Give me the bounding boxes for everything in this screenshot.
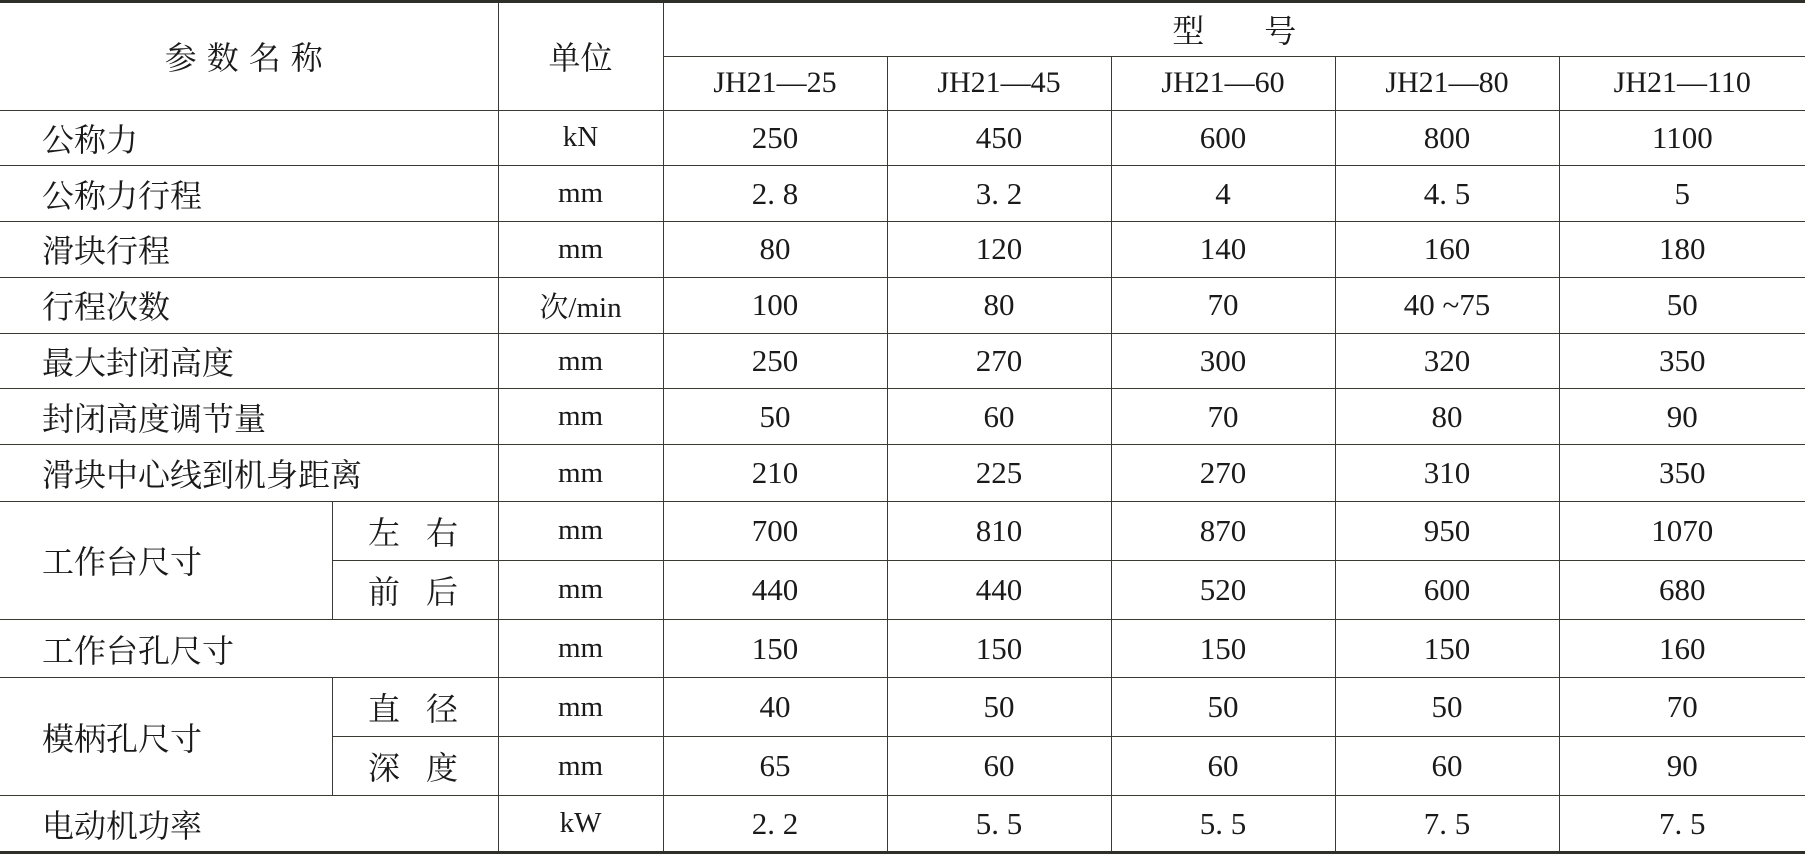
model-header: JH21—80 [1335, 56, 1559, 110]
value-cell: 7. 5 [1335, 796, 1559, 853]
param-name: 最大封闭高度 [0, 333, 498, 389]
value-cell: 600 [1335, 560, 1559, 619]
param-name: 封闭高度调节量 [0, 389, 498, 445]
sub-param-name: 前后 [332, 560, 498, 619]
value-cell: 270 [887, 333, 1111, 389]
value-cell: 5. 5 [887, 796, 1111, 853]
value-cell: 225 [887, 445, 1111, 502]
param-name: 工作台尺寸 [0, 502, 332, 620]
value-cell: 140 [1111, 222, 1335, 278]
sub-param-name: 直径 [332, 678, 498, 737]
unit-cell: 次/min [498, 277, 663, 333]
type-header: 型号 [663, 2, 1805, 57]
value-cell: 1070 [1559, 502, 1805, 561]
value-cell: 60 [1335, 737, 1559, 796]
param-name: 电动机功率 [0, 796, 498, 853]
value-cell: 100 [663, 277, 887, 333]
value-cell: 80 [887, 277, 1111, 333]
value-cell: 90 [1559, 389, 1805, 445]
value-cell: 270 [1111, 445, 1335, 502]
value-cell: 160 [1559, 619, 1805, 678]
value-cell: 50 [1111, 678, 1335, 737]
value-cell: 450 [887, 110, 1111, 166]
value-cell: 800 [1335, 110, 1559, 166]
value-cell: 310 [1335, 445, 1559, 502]
unit-cell: mm [498, 502, 663, 561]
table-row [0, 222, 1805, 278]
unit-cell: mm [498, 560, 663, 619]
unit-cell: mm [498, 737, 663, 796]
table-row [0, 333, 1805, 389]
value-cell: 440 [663, 560, 887, 619]
table-row [0, 277, 1805, 333]
value-cell: 150 [887, 619, 1111, 678]
value-cell: 700 [663, 502, 887, 561]
value-cell: 160 [1335, 222, 1559, 278]
unit-cell: kN [498, 110, 663, 166]
value-cell: 150 [663, 619, 887, 678]
param-name: 工作台孔尺寸 [0, 619, 498, 678]
model-header: JH21—25 [663, 56, 887, 110]
value-cell: 4. 5 [1335, 166, 1559, 222]
value-cell: 320 [1335, 333, 1559, 389]
value-cell: 90 [1559, 737, 1805, 796]
value-cell: 810 [887, 502, 1111, 561]
unit-cell: kW [498, 796, 663, 853]
value-cell: 40 ~75 [1335, 277, 1559, 333]
value-cell: 60 [1111, 737, 1335, 796]
param-name: 公称力行程 [0, 166, 498, 222]
value-cell: 350 [1559, 445, 1805, 502]
value-cell: 70 [1111, 277, 1335, 333]
sub-param-name: 左右 [332, 502, 498, 561]
value-cell: 520 [1111, 560, 1335, 619]
param-name: 公称力 [0, 110, 498, 166]
value-cell: 210 [663, 445, 887, 502]
value-cell: 350 [1559, 333, 1805, 389]
param-name-header: 参数名称 [0, 2, 498, 111]
value-cell: 80 [663, 222, 887, 278]
value-cell: 40 [663, 678, 887, 737]
value-cell: 65 [663, 737, 887, 796]
value-cell: 50 [1335, 678, 1559, 737]
model-header: JH21—45 [887, 56, 1111, 110]
param-name: 行程次数 [0, 277, 498, 333]
value-cell: 50 [1559, 277, 1805, 333]
value-cell: 5. 5 [1111, 796, 1335, 853]
value-cell: 50 [887, 678, 1111, 737]
header-row-1 [0, 2, 1805, 57]
table-row [0, 796, 1805, 853]
unit-cell: mm [498, 222, 663, 278]
value-cell: 120 [887, 222, 1111, 278]
model-header: JH21—110 [1559, 56, 1805, 110]
unit-header: 单位 [498, 2, 663, 111]
value-cell: 7. 5 [1559, 796, 1805, 853]
param-name: 滑块中心线到机身距离 [0, 445, 498, 502]
value-cell: 5 [1559, 166, 1805, 222]
value-cell: 3. 2 [887, 166, 1111, 222]
value-cell: 50 [663, 389, 887, 445]
value-cell: 80 [1335, 389, 1559, 445]
table-row [0, 166, 1805, 222]
value-cell: 180 [1559, 222, 1805, 278]
table-row [0, 389, 1805, 445]
value-cell: 680 [1559, 560, 1805, 619]
unit-cell: mm [498, 166, 663, 222]
table-row [0, 445, 1805, 502]
value-cell: 250 [663, 110, 887, 166]
value-cell: 150 [1335, 619, 1559, 678]
value-cell: 1100 [1559, 110, 1805, 166]
value-cell: 2. 8 [663, 166, 887, 222]
value-cell: 600 [1111, 110, 1335, 166]
unit-cell: mm [498, 678, 663, 737]
value-cell: 870 [1111, 502, 1335, 561]
table-row [0, 502, 1805, 561]
param-name: 模柄孔尺寸 [0, 678, 332, 796]
value-cell: 70 [1111, 389, 1335, 445]
value-cell: 150 [1111, 619, 1335, 678]
table-row [0, 678, 1805, 737]
sub-param-name: 深度 [332, 737, 498, 796]
model-header: JH21—60 [1111, 56, 1335, 110]
value-cell: 300 [1111, 333, 1335, 389]
value-cell: 440 [887, 560, 1111, 619]
unit-cell: mm [498, 445, 663, 502]
value-cell: 60 [887, 737, 1111, 796]
param-name: 滑块行程 [0, 222, 498, 278]
table-row [0, 110, 1805, 166]
value-cell: 4 [1111, 166, 1335, 222]
value-cell: 2. 2 [663, 796, 887, 853]
unit-cell: mm [498, 619, 663, 678]
value-cell: 60 [887, 389, 1111, 445]
value-cell: 950 [1335, 502, 1559, 561]
table-row [0, 619, 1805, 678]
unit-cell: mm [498, 389, 663, 445]
value-cell: 70 [1559, 678, 1805, 737]
value-cell: 250 [663, 333, 887, 389]
unit-cell: mm [498, 333, 663, 389]
